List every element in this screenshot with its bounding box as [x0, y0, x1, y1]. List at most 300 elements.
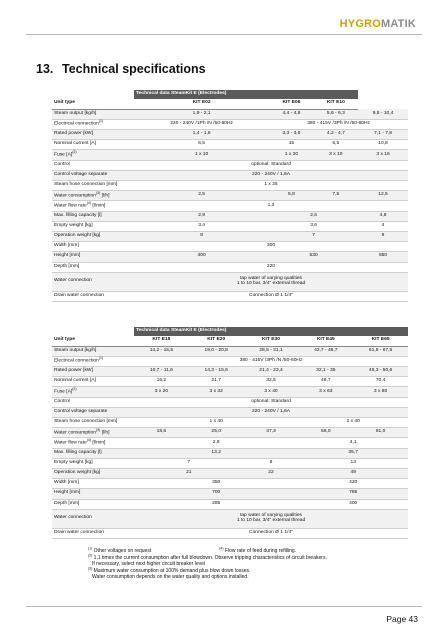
footnote-ref: (2) [72, 149, 77, 154]
model-header: KIT E10 [314, 99, 358, 109]
table-row [52, 272, 408, 291]
row-label-text: Control [54, 398, 70, 404]
cell-value: 550 [378, 253, 388, 259]
table-cell [314, 140, 358, 150]
table-cell [269, 130, 313, 140]
table-cell [134, 448, 298, 458]
table-cell [353, 367, 408, 377]
cell-value: 220 - 240V / 1,6A [251, 171, 291, 177]
table-row [52, 109, 408, 119]
cell-value: 530 [309, 253, 318, 259]
cell-value: 3 x 80 [373, 388, 388, 394]
table-cell [298, 377, 353, 387]
table-cell [134, 489, 298, 499]
table-cell [298, 479, 408, 489]
table-cell [189, 377, 244, 387]
footnote-text: Flow rate of feed during refilling. [223, 548, 297, 554]
row-label [52, 291, 134, 301]
table-cell [134, 479, 298, 489]
table-cell [134, 181, 408, 191]
table-cell [358, 221, 408, 231]
table-cell [134, 191, 269, 201]
row-label [52, 252, 134, 262]
cell-value-line-2: 1 to 10 bar, 3/4" external thread [236, 280, 306, 286]
row-label-text: Electrical connection [54, 121, 99, 127]
table-row [52, 119, 408, 129]
footnote-text: If necessary, select next higher circuit breaker level [92, 561, 206, 568]
cell-value: 6,5 [332, 141, 340, 147]
row-label-text: Operation weight [kg] [54, 470, 101, 476]
table-row [52, 356, 408, 366]
footnote-row-1 [88, 548, 418, 555]
footnote-ref: (3) [95, 427, 101, 432]
table-cell [298, 468, 408, 478]
cell-value: 7,1 - 7,8 [374, 131, 392, 137]
table-cell [298, 428, 353, 438]
table-row [52, 191, 408, 201]
table-cell [134, 397, 408, 407]
table-cell [134, 367, 189, 377]
table-row [52, 479, 408, 489]
row-label [52, 242, 134, 252]
table-cell [134, 356, 408, 366]
table-cell [353, 428, 408, 438]
cell-value: 37,3 [266, 429, 276, 435]
cell-value: 2,8 [212, 439, 220, 445]
model-header: KIT E30 [244, 336, 299, 346]
cell-value: optional: Standard [251, 398, 291, 404]
cell-value: Connection Ø 1 1/4" [249, 529, 293, 535]
row-label-text: Fuse [A] [54, 152, 73, 158]
table-cell [134, 346, 189, 356]
cell-value: 19,0 - 20,8 [204, 347, 228, 353]
row-label [52, 181, 134, 191]
table-cell [134, 291, 408, 301]
table-row [52, 221, 408, 231]
row-label-text: Max. filling capacity [l] [54, 449, 102, 455]
table-cell [314, 191, 358, 201]
row-label [52, 528, 134, 538]
table-cell [298, 346, 353, 356]
cell-value: 22 [268, 470, 274, 476]
table-row [52, 428, 408, 438]
table-cell [269, 191, 313, 201]
row-label-unit: [l/min] [91, 203, 106, 209]
cell-value: 5,6 - 6,3 [326, 110, 345, 116]
row-label-text: Drain water connection [54, 292, 105, 298]
row-label-text: Water connection [54, 278, 92, 284]
cell-value: 21 [186, 470, 192, 476]
table-cell [244, 377, 299, 387]
table-cell [353, 377, 408, 387]
table-row [52, 458, 408, 468]
table-caption: Technical data SteamKit E (Electrodes) [134, 327, 408, 336]
row-label-text: Max. filling capacity [l] [54, 212, 102, 218]
cell-value: 18,6 [156, 429, 167, 435]
cell-value: 1 x 10 [194, 151, 209, 157]
cell-value: 32,5 [266, 378, 276, 384]
cell-value: 61,8 - 67,5 [368, 347, 393, 353]
table-row [52, 407, 408, 417]
table-cell [134, 428, 189, 438]
table-cell [134, 272, 408, 291]
row-label-unit: [l/h] [100, 193, 110, 199]
table-row [52, 242, 408, 252]
table-row [52, 252, 408, 262]
row-label-text: Empty weight [kg] [54, 459, 93, 465]
cell-value: 28,5 - 31,1 [259, 347, 283, 353]
row-label-text: Water connection [54, 515, 92, 521]
table-row [52, 499, 408, 509]
table-row [52, 346, 408, 356]
cell-value: 4 [381, 222, 385, 228]
table-cell [189, 346, 244, 356]
cell-value: 3 x 32 [209, 388, 223, 394]
table-cell [134, 242, 408, 252]
row-label [52, 119, 134, 129]
row-label-text: Rated power [kW] [54, 368, 93, 374]
table-cell [269, 231, 358, 241]
table-cell [134, 130, 269, 140]
table-cell [358, 140, 408, 150]
row-label [52, 109, 134, 119]
cell-value: 3 x 40 [264, 388, 278, 394]
cell-value: tap water of varying qualities [240, 275, 302, 281]
cell-value: 4,4 - 4,8 [282, 110, 301, 116]
cell-value: 700 [212, 490, 221, 496]
cell-value: 46,3 - 50,6 [368, 368, 393, 374]
cell-value: 21,7 [211, 378, 221, 384]
table-cell [134, 407, 408, 417]
table-cell [134, 231, 269, 241]
cell-value: tap water of varying qualities [240, 512, 302, 518]
table-cell [134, 252, 269, 262]
cell-value: 3 x 10 [329, 151, 343, 157]
table-cell [134, 140, 269, 150]
spec-table-2 [52, 327, 408, 539]
table-cell [244, 367, 299, 377]
cell-value: 3 x 63 [319, 388, 333, 394]
footnote-mark: (1) [88, 546, 93, 551]
cell-value: 285 [212, 500, 221, 506]
row-label-text: Nominal current [A] [54, 141, 96, 147]
row-label-text: Water flow rate [54, 203, 87, 209]
row-label [52, 130, 134, 140]
table-cell [134, 119, 269, 129]
row-label [52, 468, 134, 478]
row-label [52, 191, 134, 201]
footnote-ref: (4) [86, 200, 91, 205]
row-label-text: Steam hose connection [mm] [54, 182, 118, 188]
cell-value: 8 [269, 459, 273, 465]
table-cell [134, 211, 269, 221]
cell-value: 42,7 - 46,7 [314, 347, 338, 353]
table-cell [134, 438, 298, 448]
footnote-row-2 [88, 552, 418, 562]
cell-value: 10,8 [378, 141, 388, 147]
spec-table-1 [52, 90, 408, 302]
cell-value: 1,9 - 2,1 [192, 110, 211, 116]
unit-type-label: Unit type [52, 99, 134, 109]
cell-value: 3,3 - 3,6 [282, 131, 301, 137]
row-label [52, 418, 134, 428]
table-cell [269, 140, 313, 150]
table-row [52, 140, 408, 150]
row-label [52, 479, 134, 489]
row-label-text: Water consumption [54, 430, 96, 436]
footnote-row-3 [88, 568, 418, 575]
cell-value: 5,8 [288, 192, 295, 198]
cell-value: 9 [381, 233, 385, 239]
row-label-text: Depth [mm] [54, 263, 80, 269]
row-label-text: Water consumption [54, 193, 96, 199]
cell-value: 2,9 [198, 212, 205, 218]
table-cell [358, 130, 408, 140]
row-label-text: Empty weight [kg] [54, 222, 93, 228]
cell-value: 3 x 20 [154, 388, 169, 394]
cell-value: Connection Ø 1 1/4" [249, 292, 293, 298]
cell-value: 1 x 25 [264, 182, 278, 188]
cell-value: 25,0 [211, 429, 221, 435]
table-caption-row [52, 90, 408, 99]
cell-value: 2,5 [198, 192, 205, 198]
cell-value: 70,4 [375, 378, 386, 384]
cell-value: 4,1 [349, 439, 357, 445]
row-label-text: Width [mm] [54, 243, 79, 249]
row-label [52, 221, 134, 231]
cell-value: 1,4 - 1,6 [192, 131, 211, 137]
table-cell [298, 458, 408, 468]
table-cell [134, 387, 189, 397]
cell-value: 3,6 [310, 222, 318, 228]
table-cell [134, 170, 408, 180]
row-label-text: Height [mm] [54, 253, 81, 259]
row-label [52, 377, 134, 387]
row-label-text: Water flow rate [54, 440, 87, 446]
footnote-text: Maximum water consumption at 100% demand plus blow down losses. [92, 567, 251, 574]
row-label-text: Operation weight [kg] [54, 233, 101, 239]
cell-value: 2,6 [310, 212, 318, 218]
row-label [52, 231, 134, 241]
footnote-row-3b [88, 574, 418, 581]
table-cell [298, 448, 408, 458]
row-label [52, 170, 134, 180]
cell-value: 13,2 [211, 449, 221, 455]
table-row [52, 509, 408, 528]
cell-value: 220 [266, 263, 276, 269]
section-number: 13. [36, 62, 54, 76]
footnote-mark: (3) [88, 566, 93, 571]
table-cell [244, 428, 299, 438]
row-label [52, 499, 134, 509]
cell-value: 380 - 415V /3Ph /N /50-60Hz [239, 358, 303, 364]
logo-part-2: MATIK [380, 18, 416, 30]
table-row [52, 170, 408, 180]
table-row [52, 262, 408, 272]
footnote-ref: (1) [98, 119, 104, 124]
footnote-mark: (2) [88, 552, 93, 557]
table-row [52, 448, 408, 458]
cell-value: 10,7 - 11,6 [149, 368, 173, 374]
table-cell [189, 428, 244, 438]
table-cell [134, 201, 408, 211]
table-cell [134, 150, 269, 160]
unit-type-label: Unit type [52, 336, 134, 346]
table-cell [134, 418, 298, 428]
row-label [52, 509, 134, 528]
cell-value: 7 [312, 233, 315, 239]
table-cell [269, 252, 358, 262]
cell-value: 35,7 [348, 449, 358, 455]
row-label [52, 346, 134, 356]
row-label [52, 150, 134, 160]
table-row [52, 130, 408, 140]
row-label-text: Steam hose connection [mm] [54, 419, 118, 425]
table-cell [358, 109, 408, 119]
table-cell [358, 231, 408, 241]
footer-rule [26, 606, 422, 607]
row-label-text: Electrical connection [54, 358, 99, 364]
table-cell [298, 438, 408, 448]
cell-value: 4,8 [379, 212, 387, 218]
table-cell [358, 211, 408, 221]
table-cell [314, 130, 358, 140]
cell-value: 2 x 40 [346, 419, 360, 425]
table-cell [134, 109, 269, 119]
cell-value: 9,5 - 10,4 [372, 110, 394, 116]
table-cell [269, 221, 358, 231]
table-row [52, 160, 408, 170]
cell-value: 785 [349, 490, 358, 496]
table-row [52, 181, 408, 191]
table-cell [358, 191, 408, 201]
table-row [52, 291, 408, 301]
table-cell [298, 367, 353, 377]
table-cell [298, 418, 408, 428]
table-cell [298, 489, 408, 499]
row-label-text: Width [mm] [54, 480, 79, 486]
table-caption: Technical data SteamKit E (Electrodes) [134, 90, 358, 99]
row-label [52, 272, 134, 291]
table-row [52, 489, 408, 499]
row-label [52, 387, 134, 397]
footnote-ref: (4) [86, 437, 91, 442]
cell-value: 14,3 - 15,6 [204, 368, 228, 374]
table-cell [353, 387, 408, 397]
cell-value: 3 x 16 [376, 151, 390, 157]
row-label-text: Control voltage separate [54, 408, 108, 414]
footnote-text: 1,1 times the current consumption after full blowdown. Observe tripping characteristics of circuit breakers. [92, 554, 327, 561]
cell-value: 220 - 240V /1Ph /N /50-60Hz [170, 121, 233, 127]
footnote-mark: (4) [219, 546, 224, 551]
cell-value: 7,5 [332, 192, 340, 198]
cell-value: 300 [266, 243, 276, 249]
table-cell [134, 458, 244, 468]
footnote-ref: (2) [72, 386, 77, 391]
cell-value: 15 [288, 141, 295, 147]
table-cell [314, 150, 358, 160]
table-cell [189, 387, 244, 397]
model-header: KIT E65 [353, 336, 408, 346]
table-row [52, 201, 408, 211]
cell-value: 400 [197, 253, 206, 259]
row-label [52, 211, 134, 221]
table-caption-spacer [52, 327, 134, 336]
row-label [52, 428, 134, 438]
cell-value: 8 [200, 233, 203, 239]
section-title: Technical specifications [62, 62, 206, 76]
table-cell [298, 499, 408, 509]
model-header: KIT E45 [298, 336, 353, 346]
row-label [52, 438, 134, 448]
model-header: KIT E02 [134, 99, 269, 109]
row-label [52, 201, 134, 211]
table-row [52, 387, 408, 397]
table-cell [244, 387, 299, 397]
table-row [52, 528, 408, 538]
table-caption-row [52, 327, 408, 336]
row-label-text: Steam output [kg/h] [54, 347, 97, 353]
footnote-text: Other voltages on request [92, 548, 152, 554]
table-cell [189, 367, 244, 377]
document-page [26, 18, 422, 624]
cell-value: 6,5 [198, 141, 205, 147]
row-label [52, 367, 134, 377]
table-cell [269, 109, 313, 119]
table-cell [269, 211, 358, 221]
cell-value: 48,7 [321, 378, 331, 384]
section-heading [36, 62, 206, 76]
table-row [52, 231, 408, 241]
row-label-text: Rated power [kW] [54, 131, 93, 137]
hygromatik-logo [340, 18, 416, 30]
table-cell [134, 528, 408, 538]
row-label [52, 458, 134, 468]
table-row [52, 468, 408, 478]
model-header: KIT E06 [269, 99, 313, 109]
footnotes [88, 548, 418, 581]
footnote-ref: (3) [95, 190, 101, 195]
cell-value: 4,2 - 4,7 [326, 131, 345, 137]
table-cell [298, 387, 353, 397]
row-label-text: Fuse [A] [54, 389, 73, 395]
row-label-text: Control [54, 161, 70, 167]
row-label [52, 140, 134, 150]
header-rule [26, 34, 422, 35]
table-cell [244, 458, 299, 468]
table-header-row [52, 99, 408, 109]
table-header-row [52, 336, 408, 346]
table-cell [358, 150, 408, 160]
cell-value: 400 [349, 500, 358, 506]
table-row [52, 211, 408, 221]
table-row [52, 418, 408, 428]
cell-value: 7 [187, 459, 191, 465]
cell-value: 32,1 - 35 [316, 368, 336, 374]
cell-value: 81,0 [375, 429, 386, 435]
table-cell [134, 262, 408, 272]
row-label [52, 448, 134, 458]
cell-value: 3,4 [198, 222, 205, 228]
row-label-text: Control voltage separate [54, 171, 108, 177]
row-label-text: Nominal current [A] [54, 378, 96, 384]
row-label [52, 262, 134, 272]
row-label-text: Steam output [kg/h] [54, 110, 97, 116]
table-row [52, 377, 408, 387]
table-row [52, 150, 408, 160]
table-cell [244, 346, 299, 356]
page-number: Page 43 [386, 614, 418, 624]
